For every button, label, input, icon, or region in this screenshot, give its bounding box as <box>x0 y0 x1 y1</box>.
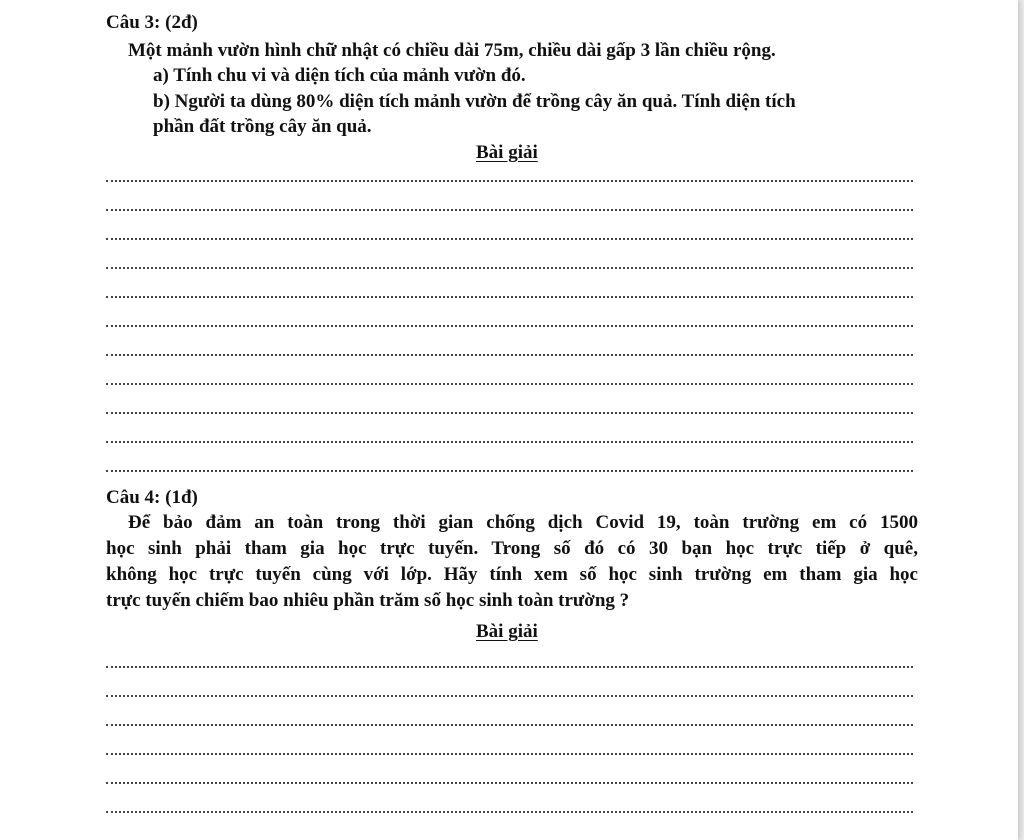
answer-line <box>106 325 913 327</box>
answer-line <box>106 354 913 356</box>
answer-line <box>106 811 913 813</box>
answer-line <box>106 753 913 755</box>
answer-line <box>106 383 913 385</box>
q3-intro: Một mảnh vườn hình chữ nhật có chiều dài 75m, chiều dài gấp 3 lần chiều rộng. <box>128 40 776 61</box>
answer-line <box>106 666 913 668</box>
answer-line <box>106 441 913 443</box>
q4-line3: không học trực tuyến cùng với lớp. Hãy tính xem số học sinh trường em tham gia học <box>106 564 918 585</box>
answer-line <box>106 724 913 726</box>
q3-part-a: a) Tính chu vi và diện tích của mảnh vườn đó. <box>153 65 526 86</box>
q4-title: Câu 4: (1đ) <box>106 487 198 508</box>
answer-line <box>106 470 913 472</box>
answer-line <box>106 782 913 784</box>
answer-line <box>106 267 913 269</box>
answer-line <box>106 180 913 182</box>
q3-part-b-line2: phần đất trồng cây ăn quả. <box>153 116 372 137</box>
q3-part-b-line1: b) Người ta dùng 80% diện tích mảnh vườn để trồng cây ăn quả. Tính diện tích <box>153 91 796 112</box>
answer-line <box>106 296 913 298</box>
q4-line1: Để bảo đảm an toàn trong thời gian chống dịch Covid 19, toàn trường em có 1500 <box>128 512 918 533</box>
q4-solution-heading: Bài giải <box>476 621 538 642</box>
answer-line <box>106 412 913 414</box>
q3-solution-heading: Bài giải <box>476 142 538 163</box>
answer-line <box>106 695 913 697</box>
answer-line <box>106 238 913 240</box>
q4-line2: học sinh phải tham gia học trực tuyến. Trong số đó có 30 bạn học trực tiếp ở quê, <box>106 538 918 559</box>
q3-title: Câu 3: (2đ) <box>106 12 198 33</box>
answer-line <box>106 209 913 211</box>
q4-line4: trực tuyến chiếm bao nhiêu phần trăm số học sinh toàn trường ? <box>106 590 630 611</box>
